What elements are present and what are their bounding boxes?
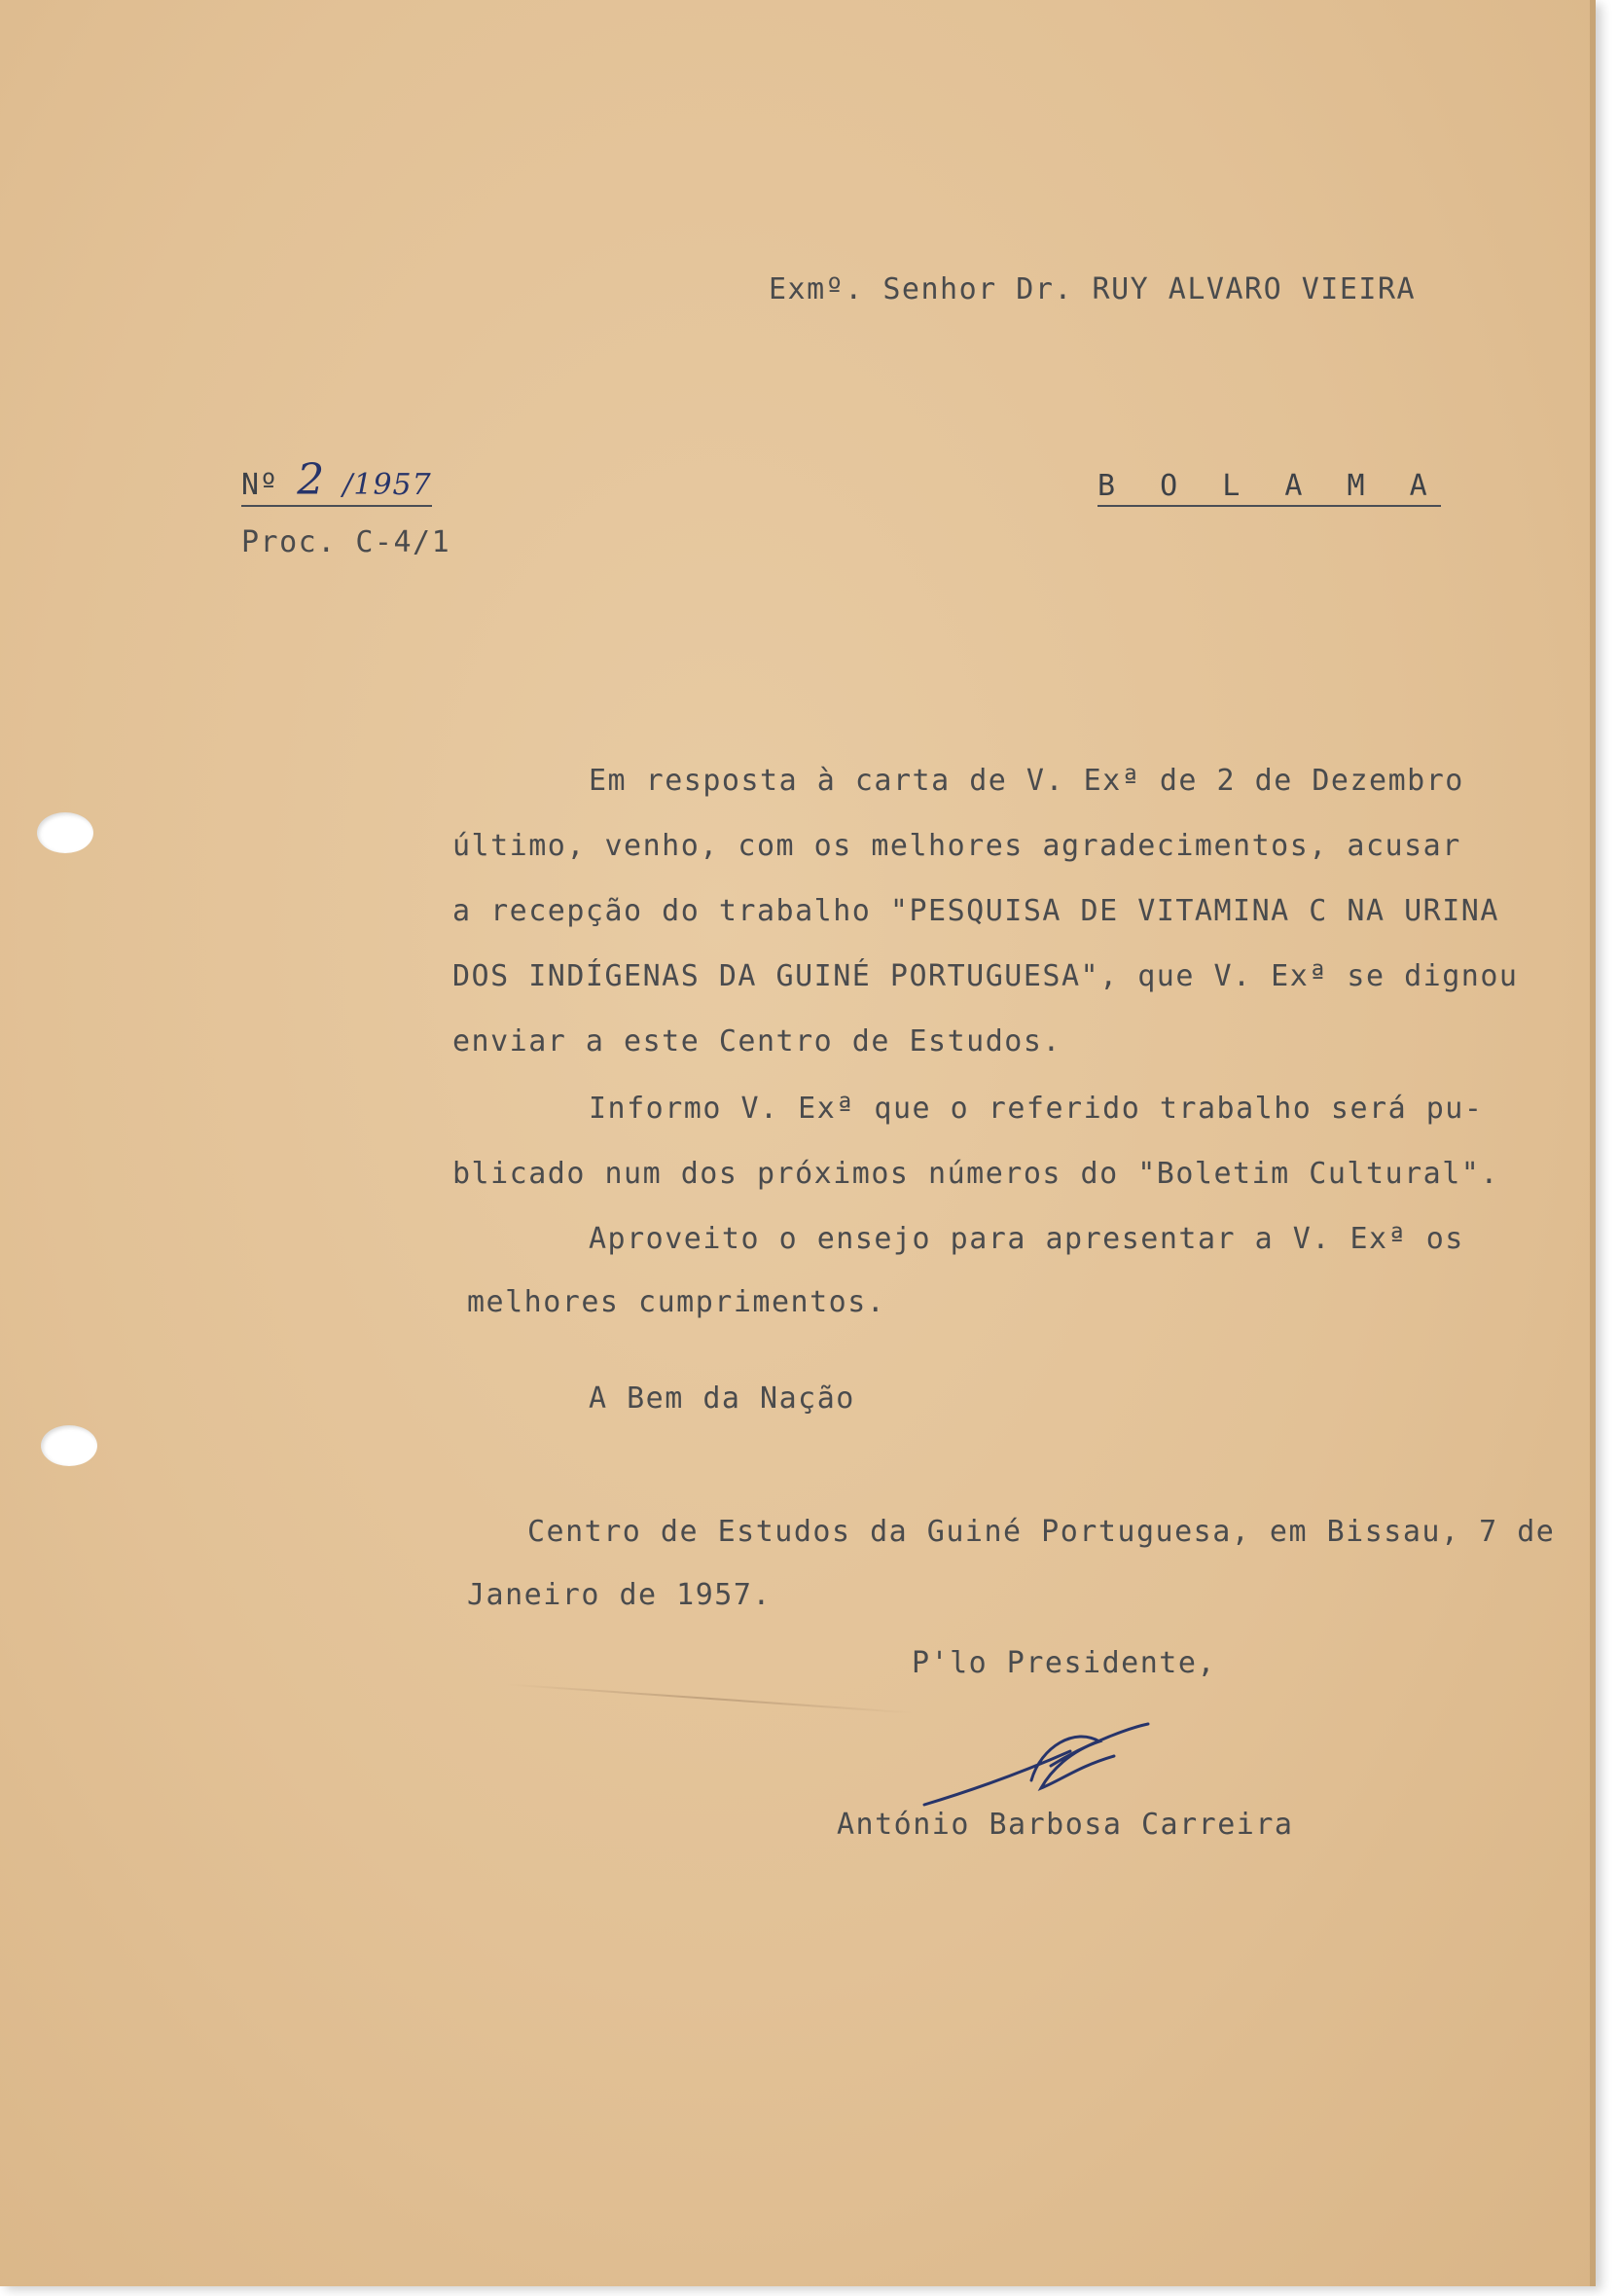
signoff-line: P'lo Presidente, xyxy=(912,1646,1216,1680)
reference-prefix: Nº xyxy=(241,468,279,502)
signatory-name: António Barbosa Carreira xyxy=(837,1808,1294,1842)
paragraph3-line1: Aproveito o ensejo para apresentar a V. Exª os xyxy=(589,1222,1464,1256)
addressee-line: Exmº. Senhor Dr. RUY ALVARO VIEIRA xyxy=(769,272,1417,306)
destination-heading: B O L A M A xyxy=(1097,469,1441,507)
punch-hole-bottom xyxy=(41,1425,97,1466)
reference-handwritten-number: 2 xyxy=(297,455,325,505)
paragraph1-line4: DOS INDÍGENAS DA GUINÉ PORTUGUESA", que V. Exª se dignou xyxy=(452,959,1519,993)
paragraph1-line3: a recepção do trabalho "PESQUISA DE VITAMINA C NA URINA xyxy=(452,894,1499,928)
handwritten-signature xyxy=(905,1712,1158,1819)
paper-crease xyxy=(506,1683,914,1713)
place-date-line1: Centro de Estudos da Guiné Portuguesa, em Bissau, 7 de xyxy=(527,1515,1556,1549)
reference-year: /1957 xyxy=(342,468,432,502)
paragraph3-line2: melhores cumprimentos. xyxy=(467,1285,886,1319)
paper-edge xyxy=(1590,0,1596,2286)
process-reference: Proc. C-4/1 xyxy=(241,525,451,559)
paragraph2-line1: Informo V. Exª que o referido trabalho será pu- xyxy=(589,1092,1484,1126)
closing-salutation: A Bem da Nação xyxy=(589,1381,855,1416)
paragraph1-line5: enviar a este Centro de Estudos. xyxy=(452,1024,1061,1058)
paragraph2-line2: blicado num dos próximos números do "Boletim Cultural". xyxy=(452,1157,1499,1191)
punch-hole-top xyxy=(37,812,93,853)
paragraph1-line1: Em resposta à carta de V. Exª de 2 de Dezembro xyxy=(589,764,1464,798)
place-date-line2: Janeiro de 1957. xyxy=(467,1578,772,1612)
paragraph1-line2: último, venho, com os melhores agradecimentos, acusar xyxy=(452,829,1461,863)
reference-number xyxy=(241,455,432,507)
